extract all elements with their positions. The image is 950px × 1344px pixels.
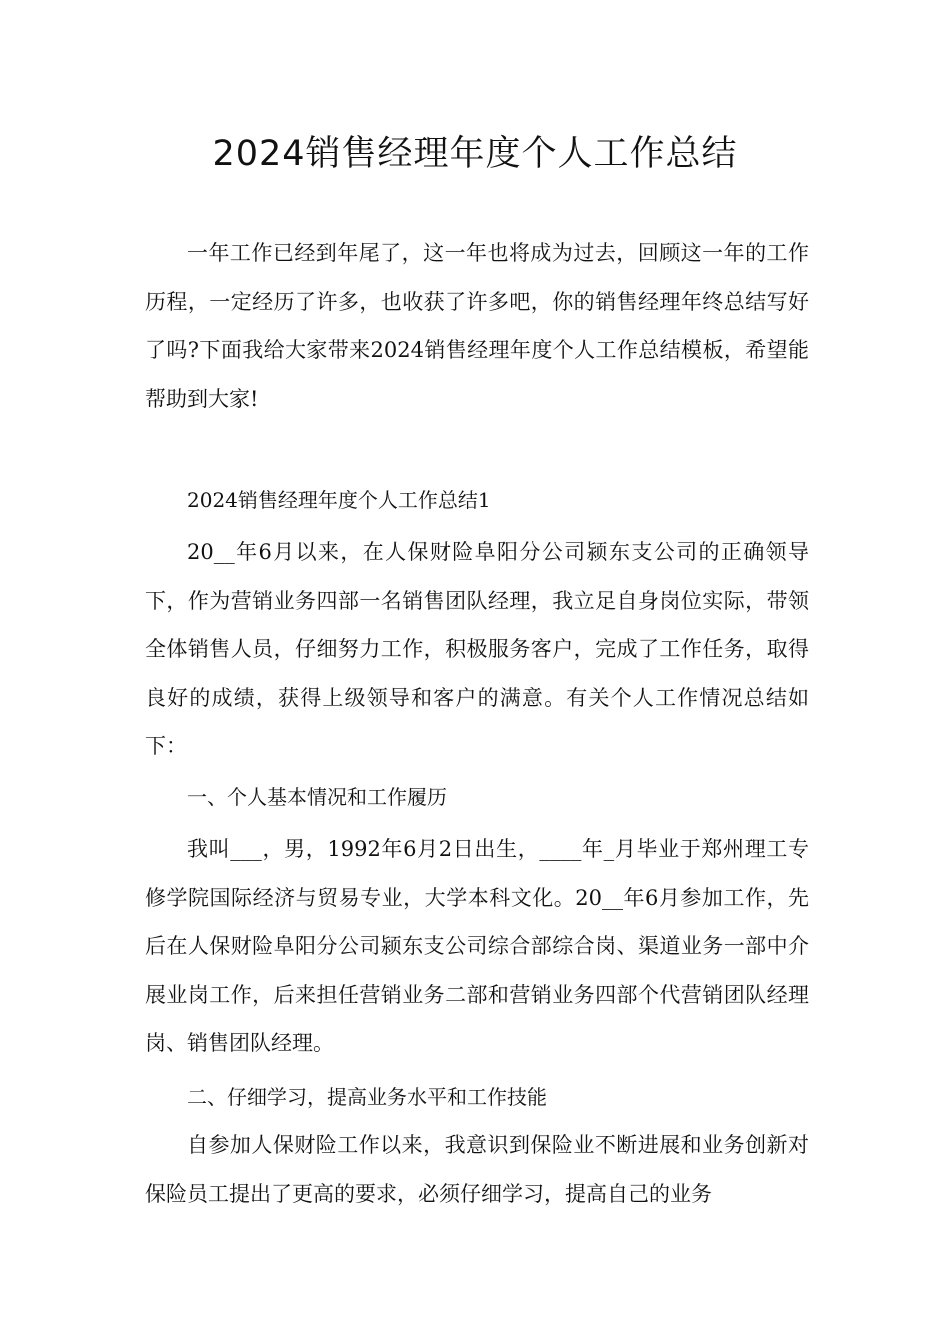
document-title: 2024销售经理年度个人工作总结	[212, 134, 738, 174]
heading-study: 二、仔细学习，提高业务水平和工作技能	[187, 1085, 547, 1109]
paragraph-basic-info: 我叫___，男，1992年6月2日出生，____年_月毕业于郑州理工专修学院国际经济与贸易专业，大学本科文化。20__年6月参加工作，先后在人保财险阜阳分公司颍东支公司综合部综合岗、渠道业务一部中介展业岗工作，后来担任营销业务二部和营销业务四部个代营销团队经理岗、销售团队经理。	[145, 837, 809, 1056]
paragraph-intro-work: 20__年6月以来，在人保财险阜阳分公司颍东支公司的正确领导下，作为营销业务四部一名销售团队经理，我立足自身岗位实际，带领全体销售人员，仔细努力工作，积极服务客户，完成了工作任务，取得良好的成绩，获得上级领导和客户的满意。有关个人工作情况总结如下：	[145, 540, 809, 759]
paragraph-study: 自参加人保财险工作以来，我意识到保险业不断进展和业务创新对保险员工提出了更高的要求，必须仔细学习，提高自己的业务	[145, 1133, 809, 1206]
section-title: 2024销售经理年度个人工作总结1	[187, 488, 491, 512]
intro-paragraph: 一年工作已经到年尾了，这一年也将成为过去，回顾这一年的工作历程，一定经历了许多，也收获了许多吧，你的销售经理年终总结写好了吗?下面我给大家带来2024销售经理年度个人工作总结模板，希望能帮助到大家!	[145, 241, 809, 411]
heading-basic-info: 一、个人基本情况和工作履历	[187, 785, 447, 809]
